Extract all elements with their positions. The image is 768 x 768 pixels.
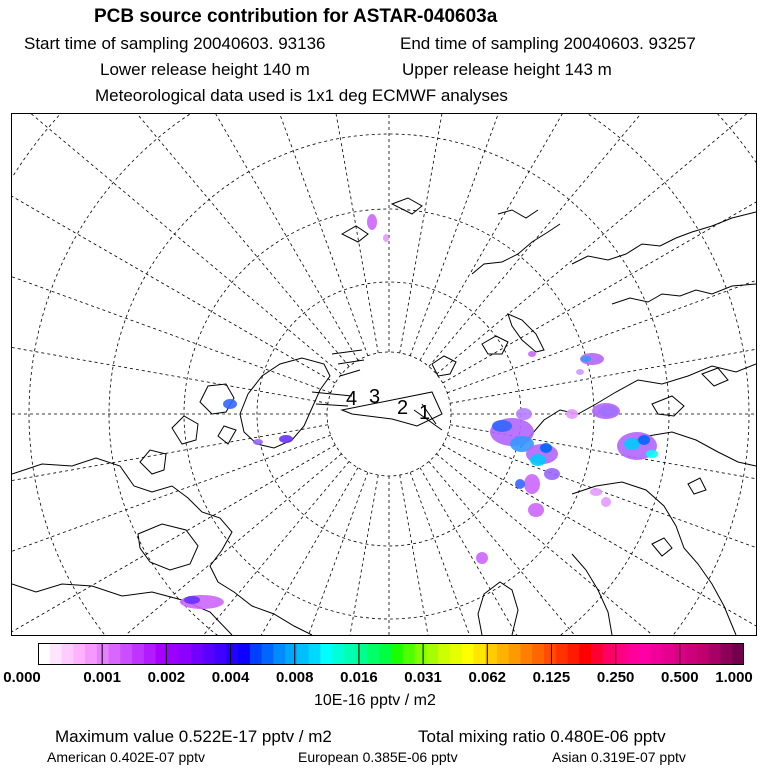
colorbar-swatch — [462, 643, 474, 665]
total-mixing-ratio-label: Total mixing ratio 0.480E-06 pptv — [418, 727, 666, 746]
colorbar-swatch — [615, 643, 627, 665]
pole-label: 3 — [369, 386, 381, 408]
colorbar-swatch — [238, 643, 250, 665]
colorbar-tick-label: 0.002 — [147, 669, 186, 686]
colorbar-tick-label: 0.250 — [596, 669, 635, 686]
colorbar-swatch — [720, 643, 732, 665]
colorbar-swatch — [262, 643, 274, 665]
pole-label: 2 — [397, 397, 409, 419]
colorbar-swatch — [415, 643, 427, 665]
colorbar-swatch — [532, 643, 544, 665]
colorbar-swatch — [250, 643, 262, 665]
colorbar-swatch — [62, 643, 74, 665]
colorbar — [38, 643, 744, 665]
colorbar-tick-label: 0.031 — [404, 669, 442, 686]
asian-contribution-label: Asian 0.319E-07 pptv — [552, 749, 686, 765]
colorbar-tick-label: 0.001 — [83, 669, 121, 686]
colorbar-swatch — [356, 643, 368, 665]
colorbar-swatch — [473, 643, 485, 665]
colorbar-swatch — [732, 643, 744, 665]
colorbar-swatch — [97, 643, 109, 665]
colorbar-swatch — [132, 643, 144, 665]
colorbar-swatch — [438, 643, 450, 665]
colorbar-swatch — [73, 643, 85, 665]
european-contribution-label: European 0.385E-06 pptv — [298, 749, 458, 765]
lat-lon-grid — [12, 114, 756, 635]
colorbar-swatch — [203, 643, 215, 665]
lower-release-height-label: Lower release height 140 m — [100, 60, 310, 79]
colorbar-swatch — [379, 643, 391, 665]
colorbar-swatch — [426, 643, 438, 665]
colorbar-swatch — [273, 643, 285, 665]
colorbar-tick-label: 1.000 — [715, 669, 753, 686]
american-contribution-label: American 0.402E-07 pptv — [47, 749, 205, 765]
colorbar-swatch — [191, 643, 203, 665]
colorbar-swatch — [556, 643, 568, 665]
colorbar-tick-label: 0.500 — [661, 669, 699, 686]
colorbar-swatch — [520, 643, 532, 665]
colorbar-swatch — [109, 643, 121, 665]
colorbar-swatch — [179, 643, 191, 665]
colorbar-swatch — [697, 643, 709, 665]
colorbar-swatch — [38, 643, 50, 665]
plot-title: PCB source contribution for ASTAR-040603a — [94, 6, 498, 27]
colorbar-swatch — [626, 643, 638, 665]
map-canvas — [12, 114, 756, 635]
colorbar-tick-label: 0.008 — [275, 669, 314, 686]
coastlines — [12, 198, 756, 635]
colorbar-swatch — [50, 643, 62, 665]
colorbar-swatch — [226, 643, 238, 665]
colorbar-swatch — [344, 643, 356, 665]
colorbar-tick-label: 0.125 — [532, 669, 571, 686]
colorbar-swatch — [497, 643, 509, 665]
colorbar-swatch — [403, 643, 415, 665]
colorbar-swatch — [367, 643, 379, 665]
colorbar-swatch — [662, 643, 674, 665]
colorbar-swatch — [215, 643, 227, 665]
colorbar-swatch — [509, 643, 521, 665]
colorbar-tick-label: 0.004 — [211, 669, 250, 686]
colorbar-tick-label: 0.000 — [3, 669, 41, 686]
colorbar-tick-label: 0.016 — [340, 669, 378, 686]
colorbar-swatch — [579, 643, 591, 665]
colorbar-swatch — [685, 643, 697, 665]
colorbar-swatch — [391, 643, 403, 665]
start-time-label: Start time of sampling 20040603. 93136 — [24, 34, 326, 53]
colorbar-swatch — [650, 643, 662, 665]
colorbar-swatch — [285, 643, 297, 665]
meteorological-data-label: Meteorological data used is 1x1 deg ECMWF analyses — [95, 86, 508, 105]
colorbar-swatch — [591, 643, 603, 665]
colorbar-swatch — [638, 643, 650, 665]
colorbar-swatch — [309, 643, 321, 665]
colorbar-swatch — [603, 643, 615, 665]
upper-release-height-label: Upper release height 143 m — [402, 60, 612, 79]
polar-map — [11, 113, 757, 636]
pole-label: 4 — [346, 388, 358, 410]
colorbar-swatch — [709, 643, 721, 665]
end-time-label: End time of sampling 20040603. 93257 — [400, 34, 696, 53]
colorbar-swatch — [450, 643, 462, 665]
colorbar-swatch — [568, 643, 580, 665]
colorbar-swatch — [120, 643, 132, 665]
colorbar-tick-label: 0.062 — [468, 669, 507, 686]
colorbar-swatch — [167, 643, 179, 665]
colorbar-swatch — [297, 643, 309, 665]
colorbar-swatch — [544, 643, 556, 665]
colorbar-units: 10E-16 pptv / m2 — [314, 692, 436, 709]
colorbar-swatch — [320, 643, 332, 665]
colorbar-swatch — [332, 643, 344, 665]
maximum-value-label: Maximum value 0.522E-17 pptv / m2 — [55, 727, 332, 746]
colorbar-swatch — [85, 643, 97, 665]
pole-label: 1 — [419, 402, 431, 424]
colorbar-swatch — [144, 643, 156, 665]
